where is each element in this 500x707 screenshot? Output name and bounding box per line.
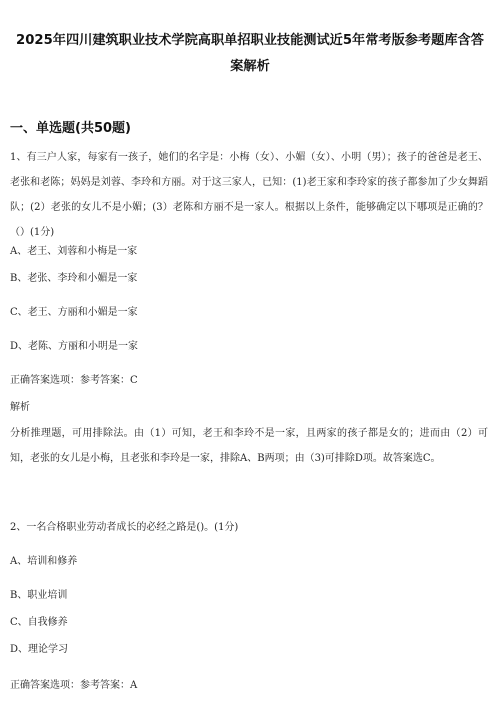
question-1-option-c: C、老王、方丽和小媚是一家 [10,307,138,318]
question-1-option-d: D、老陈、方丽和小明是一家 [10,341,139,352]
document-title: 2025年四川建筑职业技术学院高职单招职业技能测试近5年常考版参考题库含答案解析 [16,33,484,74]
question-2-option-b: B、职业培训 [10,590,68,601]
section-heading: 一、单选题(共50题) [10,121,131,136]
question-2-stem: 2、一名合格职业劳动者成长的必经之路是()。(1分) [10,522,239,533]
question-2-answer: 正确答案选项：参考答案：A [10,680,138,691]
question-1-option-a: A、老王、刘蓉和小梅是一家 [10,246,138,257]
question-1-analysis-label: 解析 [10,402,30,413]
question-1-stem: 1、有三户人家，每家有一孩子，她们的名字是：小梅（女）、小媚（女）、小明（男）；孩子的爸爸是老王、老张和老陈；妈妈是刘蓉、李玲和方丽。对于这三家人，已知：(1)老王家和李玲家的孩子都参加了少女舞蹈队；(2）老张的女儿不是小媚；(3）老陈和方丽不是一家人。根据以上条件，能够确定以下哪项是正确的？（）(1分) [10,152,488,238]
question-2-option-c: C、自我修养 [10,617,68,628]
question-1-answer: 正确答案选项：参考答案：C [10,375,138,386]
question-2-option-a: A、培训和修养 [10,556,78,567]
question-1-analysis: 分析推理题，可用排除法。由（1）可知，老王和李玲不是一家，且两家的孩子都是女的；进而由（2）可知，老张的女儿是小梅，且老张和李玲是一家，排除A、B两项；由（3)可排除D项。故答案选C。 [10,428,488,464]
question-2-option-d: D、理论学习 [10,644,69,655]
question-1-option-b: B、老张、李玲和小媚是一家 [10,273,138,284]
